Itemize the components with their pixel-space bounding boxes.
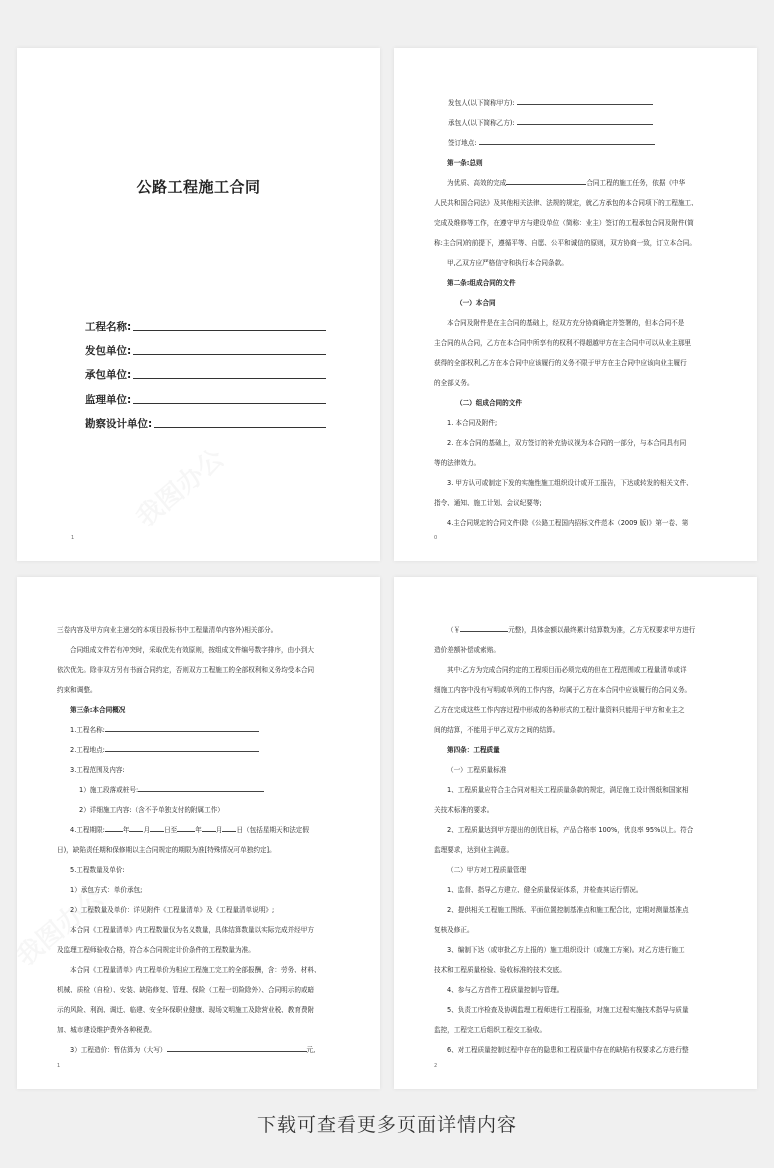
paragraph-line: 机械、质检（自检）、安装、缺陷修复、管理、保险（工程一切险除外）、合同明示的或暗 (57, 986, 315, 994)
paragraph-line: （￥ 元整)，具体金额以最终累计结算数为准，乙方无权要求甲方进行 (447, 626, 696, 634)
paragraph: 为优质、高效的完成 合同工程的施工任务，依据《中华 (447, 179, 686, 187)
article-heading: 第一条:总则 (447, 159, 483, 167)
paragraph-line: 的全部义务。 (434, 379, 474, 387)
watermark (127, 439, 230, 534)
field-supervisor: 监理单位: (85, 389, 326, 407)
paragraph-line: 依次优先。除非双方另有书面合同约定，否则双方工程施工的全部权利和义务均受本合同 (57, 666, 315, 674)
page-number: 0 (434, 535, 438, 541)
list-item-cont: 复核及修正。 (434, 926, 474, 934)
signing-place-line: 签订地点: (434, 133, 719, 153)
article-heading: 第二条:组成合同的文件 (447, 279, 516, 287)
form-line: 1）承包方式：单价承包; (70, 886, 143, 894)
page-number: 1 (71, 535, 75, 541)
field-contractor: 承包单位: (85, 364, 326, 382)
list-item: 5、负责工序检查及协调监理工程师进行工程报验，对施工过程实施技术指导与质量 (447, 1006, 689, 1014)
page-number: 1 (57, 1063, 61, 1069)
paragraph-line: 1、工程质量应符合主合同对相关工程质量条款的规定，满足施工设计图纸和国家相 (447, 786, 689, 794)
section-heading: （一）本合同 (456, 299, 496, 307)
contract-title: 公路工程施工合同 (136, 178, 261, 196)
paragraph-line: 完成及维修等工作，在遵守甲方与建设单位（简称：业主）签订的工程承包合同及附件(简 (434, 219, 694, 227)
paragraph-line: 2、工程质量达到甲方提出的创优目标，产品合格率 100%，优良率 95%以上。符合 (447, 826, 694, 834)
paragraph-line: 日)，缺陷责任期和保修期以主合同规定的期限为准[特殊情况可单独约定]。 (57, 846, 276, 854)
paragraph-line: 细施工内容中没有写明或单列的工作内容，均属于乙方在本合同中应该履行的合同义务。 (434, 686, 692, 694)
paragraph-line: 本合同《工程量清单》内工程数量仅为名义数量，具体结算数量以实际完成并经甲方 (70, 926, 314, 934)
document-page-4 (394, 577, 757, 1089)
document-page-cover (17, 48, 380, 561)
paragraph-line: 甲,乙双方应严格信守和执行本合同条款。 (447, 259, 568, 267)
document-page-3 (17, 577, 380, 1089)
list-item-cont: 监控，工程完工后组织工程交工验收。 (434, 1026, 547, 1034)
paragraph-line: 其中:乙方为完成合同约定的工程项目而必须完成的但在工程范围或工程量清单或详 (447, 666, 687, 674)
field-design-unit: 勘察设计单位: (85, 413, 326, 431)
article-heading: 第四条：工程质量 (447, 746, 500, 754)
form-line: 2.工程地点: (57, 740, 344, 760)
page-body (434, 620, 719, 1060)
list-item-cont: 等的法律效力。 (434, 459, 481, 467)
document-page-2 (394, 48, 757, 561)
paragraph-line: 人民共和国合同法》及其他相关法律、法规的规定，就乙方承包的本合同项下的工程施工、 (434, 199, 698, 207)
field-project-name: 工程名称: (85, 316, 326, 334)
paragraph-line: 约束和调整。 (57, 686, 97, 694)
article-heading: 第三条:本合同概况 (70, 706, 126, 714)
page-number: 2 (434, 1063, 438, 1069)
page-body (434, 93, 719, 533)
list-item: 1、监督、指导乙方建立、健全质量保证体系，并检查其运行情况。 (447, 886, 643, 894)
form-line: 1.工程名称: (57, 720, 344, 740)
list-item-cont: 指令、通知、施工计划、会议纪要等; (434, 499, 542, 507)
list-item: 3. 甲方认可或制定下发的实施性施工组织设计或开工报告，下达或转发的相关文件、 (447, 479, 693, 487)
list-item: 3、编制下达（或审批乙方上报的）施工组织设计（或施工方案)。对乙方进行施工 (447, 946, 685, 954)
download-caption: 下载可查看更多页面详情内容 (256, 1114, 517, 1136)
paragraph-line: 获得的全部权利,乙方在本合同中应该履行的义务不限于甲方在主合同中应该向业主履行 (434, 359, 687, 367)
field-employer: 发包单位: (85, 340, 326, 358)
form-line: 4.工程期限: 年 月 日至 年 月 日（包括星期天和法定假 (70, 826, 309, 834)
paragraph-line: 加、城市建设维护费外各种税费。 (57, 1026, 156, 1034)
list-item-cont: 技术和工程质量检验、验收标准的技术交底。 (434, 966, 566, 974)
paragraph-line: 称:主合同)的前提下，遵循平等、自愿、公平和诚信的原则，双方协商一致，订立本合同。 (434, 239, 696, 247)
page-body (57, 620, 344, 1060)
section-heading: （二）组成合同的文件 (456, 399, 522, 407)
paragraph-line: 三卷内容及甲方向业主递交的本项目投标书中工程量清单内容外)相关部分。 (57, 626, 278, 634)
list-item: 6、对工程质量控制过程中存在的隐患和工程质量中存在的缺陷有权要求乙方进行整 (447, 1046, 689, 1054)
paragraph-line: 本合同及附件是在主合同的基础上，经双方充分协商确定并签署的，但本合同不是 (447, 319, 685, 327)
paragraph-line: 关技术标准的要求。 (434, 806, 494, 814)
section-heading: （二）甲方对工程质量管理 (447, 866, 527, 874)
party-b-line: 承包人(以下简称乙方): (434, 113, 719, 133)
form-line: 5.工程数量及单价: (70, 866, 125, 874)
form-line: 3.工程范围及内容: (70, 766, 125, 774)
party-a-line: 发包人(以下简称甲方): (434, 93, 719, 113)
paragraph-line: 合同组成文件若有冲突时，采取优先有效原则，按组成文件编号数字排序，由小到大 (70, 646, 314, 654)
paragraph-line: 造价差额补偿或索赔。 (434, 646, 500, 654)
paragraph-line: 监理要求，达到业主满意。 (434, 846, 514, 854)
paragraph-line: 及监理工程师验收合格，符合本合同规定计价条件的工程数量为准。 (57, 946, 255, 954)
list-item: 4.主合同规定的合同文件(除《公路工程国内招标文件范本（2009 版)》第一卷、第 (447, 519, 689, 527)
list-item: 2、提供相关工程施工图纸、平面位置控制基准点和施工配合比，定期对测量基准点 (447, 906, 689, 914)
list-item: 4、参与乙方首件工程质量控制与管理。 (447, 986, 564, 994)
form-line: 2）详细施工内容:（含不予单独支付的附属工作） (79, 806, 224, 814)
paragraph-line: 乙方在完成这些工作内容过程中形成的各种形式的工程计量资料只能用于甲方和业主之 (434, 706, 685, 714)
paragraph-line: 间的结算，不能用于甲乙双方之间的结算。 (434, 726, 560, 734)
paragraph-line: 本合同《工程量清单》内工程单价为相应工程施工完工的全部报酬，含：劳务、材料、 (70, 966, 321, 974)
paragraph-line: 示的风险、利润、调迁、临建、安全环保职业健康、现场文明施工及除营业税、教育费附 (57, 1006, 315, 1014)
form-line: 3）工程造价：暂估算为（大写） 元, (70, 1046, 316, 1054)
form-line: 2）工程数量及单价：详见附件《工程量清单》及《工程量清单说明》; (70, 906, 275, 914)
list-item: 1. 本合同及附件; (447, 419, 498, 427)
section-heading: （一）工程质量标准 (447, 766, 507, 774)
list-item: 2. 在本合同的基础上，双方签订的补充协议视为本合同的一部分，与本合同具有同 (447, 439, 687, 447)
paragraph-line: 主合同的从合同，乙方在本合同中所享有的权利不得超越甲方在主合同中可以从业主那里 (434, 339, 692, 347)
form-line: 1）施工段落或桩号: (57, 780, 344, 800)
